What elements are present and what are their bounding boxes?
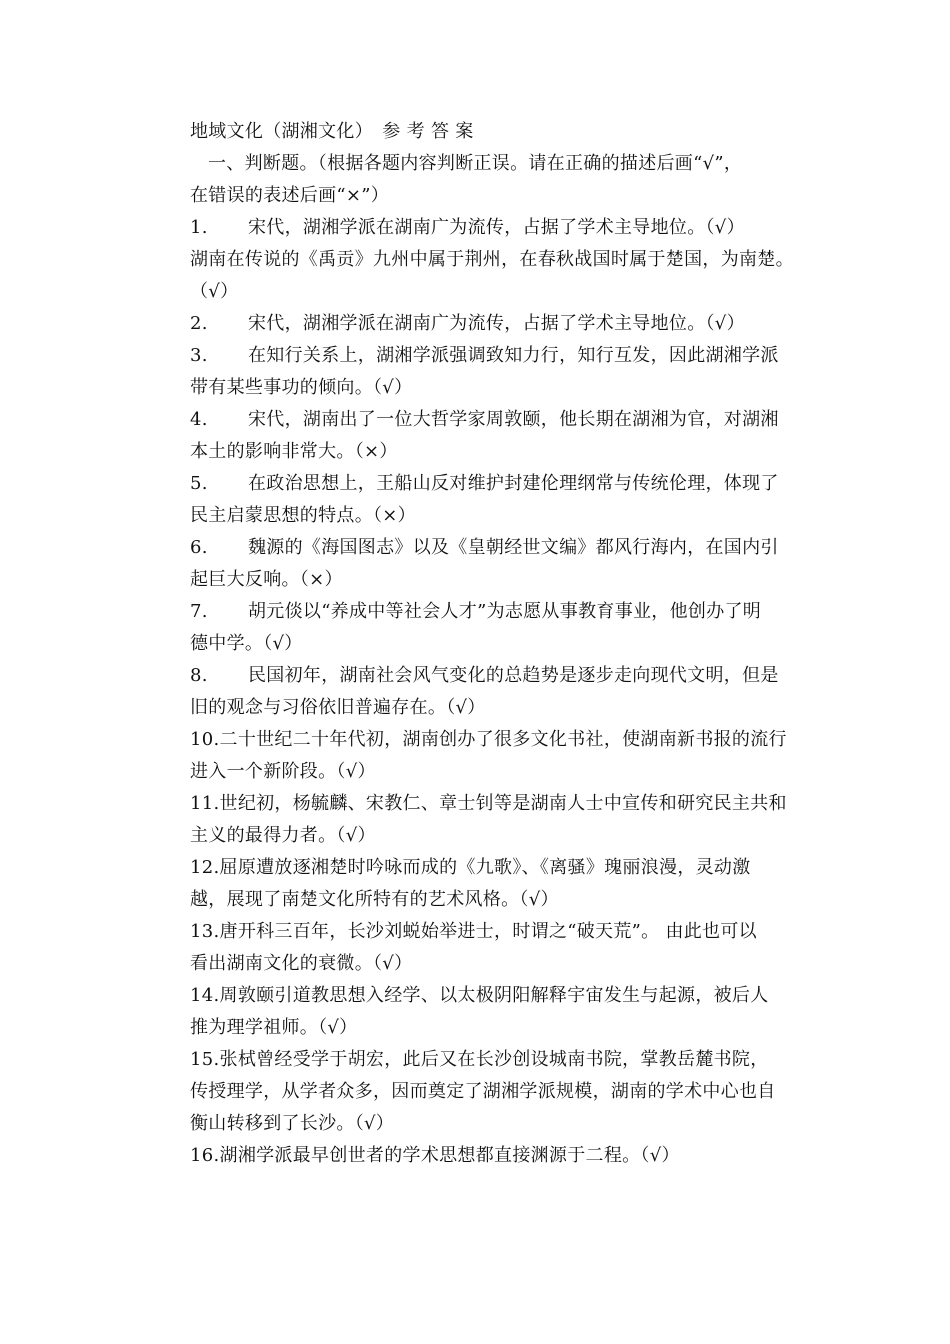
question-number: 7.	[190, 601, 208, 622]
question-item	[190, 404, 812, 468]
question-text: 越，展现了南楚文化所特有的艺术风格。（√）	[190, 889, 559, 910]
question-number: 4.	[190, 409, 208, 430]
question-number: 6.	[190, 537, 208, 558]
question-item	[190, 1140, 812, 1172]
question-item	[190, 308, 812, 340]
question-text: 衡山转移到了长沙。（√）	[190, 1113, 395, 1134]
question-text: 宋代，湖湘学派在湖南广为流传，占据了学术主导地位。（√）	[248, 217, 745, 238]
question-text: 胡元倓以“养成中等社会人才”为志愿从事教育事业，他创办了明	[248, 601, 762, 622]
question-number: 5.	[190, 473, 208, 494]
question-text: 在知行关系上，湖湘学派强调致知力行，知行互发，因此湖湘学派	[248, 345, 779, 366]
question-text: 民国初年，湖南社会风气变化的总趋势是逐步走向现代文明，但是	[248, 665, 779, 686]
question-item	[190, 468, 812, 532]
question-number: 1.	[190, 217, 208, 238]
question-text: 宋代，湖南出了一位大哲学家周敦颐，他长期在湖湘为官，对湖湘	[248, 409, 779, 430]
question-number: 14.	[190, 985, 220, 1006]
question-text: 旧的观念与习俗依旧普遍存在。（√）	[190, 697, 486, 718]
question-item	[190, 596, 812, 660]
question-text: 湖南在传说的《禹贡》九州中属于荆州，在春秋战国时属于楚国，为南楚。	[190, 249, 794, 270]
question-text: 传授理学，从学者众多，因而奠定了湖湘学派规模，湖南的学术中心也自	[190, 1081, 776, 1102]
question-item	[190, 244, 812, 308]
question-number: 11.	[190, 793, 220, 814]
section-heading-continued: 在错误的表述后画“×”）	[190, 185, 390, 206]
question-text: 本土的影响非常大。（×）	[190, 441, 398, 462]
question-text: 张栻曾经受学于胡宏，此后又在长沙创设城南书院，掌教岳麓书院，	[219, 1049, 769, 1070]
document-body	[190, 116, 812, 1172]
question-item	[190, 1044, 812, 1140]
question-number: 13.	[190, 921, 220, 942]
question-text: 二十世纪二十年代初，湖南创办了很多文化书社，使湖南新书报的流行	[219, 729, 787, 750]
question-item	[190, 980, 812, 1044]
question-text: 魏源的《海国图志》以及《皇朝经世文编》都风行海内，在国内引	[248, 537, 779, 558]
question-number: 12.	[190, 857, 220, 878]
question-text: 屈原遭放逐湘楚时吟咏而成的《九歌》、《离骚》瑰丽浪漫，灵动激	[219, 857, 751, 878]
question-text: 民主启蒙思想的特点。（×）	[190, 505, 416, 526]
question-text: 在政治思想上，王船山反对维护封建伦理纲常与传统伦理，体现了	[248, 473, 779, 494]
question-text: 德中学。（√）	[190, 633, 303, 654]
question-item	[190, 532, 812, 596]
question-text: 世纪初，杨毓麟、宋教仁、章士钊等是湖南人士中宣传和研究民主共和	[219, 793, 787, 814]
question-text: 进入一个新阶段。（√）	[190, 761, 376, 782]
question-text: 唐开科三百年，长沙刘蜕始举进士，时谓之“破天荒”。 由此也可以	[219, 921, 757, 942]
question-item	[190, 788, 812, 852]
question-text: （√）	[190, 281, 239, 302]
question-number: 10.	[190, 729, 220, 750]
question-text: 主义的最得力者。（√）	[190, 825, 376, 846]
question-item	[190, 212, 812, 244]
question-text: 起巨大反响。（×）	[190, 569, 343, 590]
question-item	[190, 340, 812, 404]
question-text: 带有某些事功的倾向。（√）	[190, 377, 413, 398]
question-number: 15.	[190, 1049, 220, 1070]
question-text: 宋代，湖湘学派在湖南广为流传，占据了学术主导地位。（√）	[248, 313, 745, 334]
question-text: 周敦颐引道教思想入经学、以太极阴阳解释宇宙发生与起源，被后人	[219, 985, 769, 1006]
question-number: 3.	[190, 345, 208, 366]
question-number: 8.	[190, 665, 208, 686]
question-number: 16.	[190, 1145, 220, 1166]
question-item	[190, 660, 812, 724]
question-item	[190, 916, 812, 980]
question-text: 看出湖南文化的衰微。（√）	[190, 953, 413, 974]
section-heading: 一、判断题。（根据各题内容判断正误。请在正确的描述后画“√”，	[208, 153, 743, 174]
question-text: 湖湘学派最早创世者的学术思想都直接渊源于二程。（√）	[219, 1145, 680, 1166]
question-item	[190, 852, 812, 916]
question-number: 2.	[190, 313, 208, 334]
document-title: 地域文化（湖湘文化） 参 考 答 案	[190, 121, 474, 142]
question-item	[190, 724, 812, 788]
question-text: 推为理学祖师。（√）	[190, 1017, 358, 1038]
